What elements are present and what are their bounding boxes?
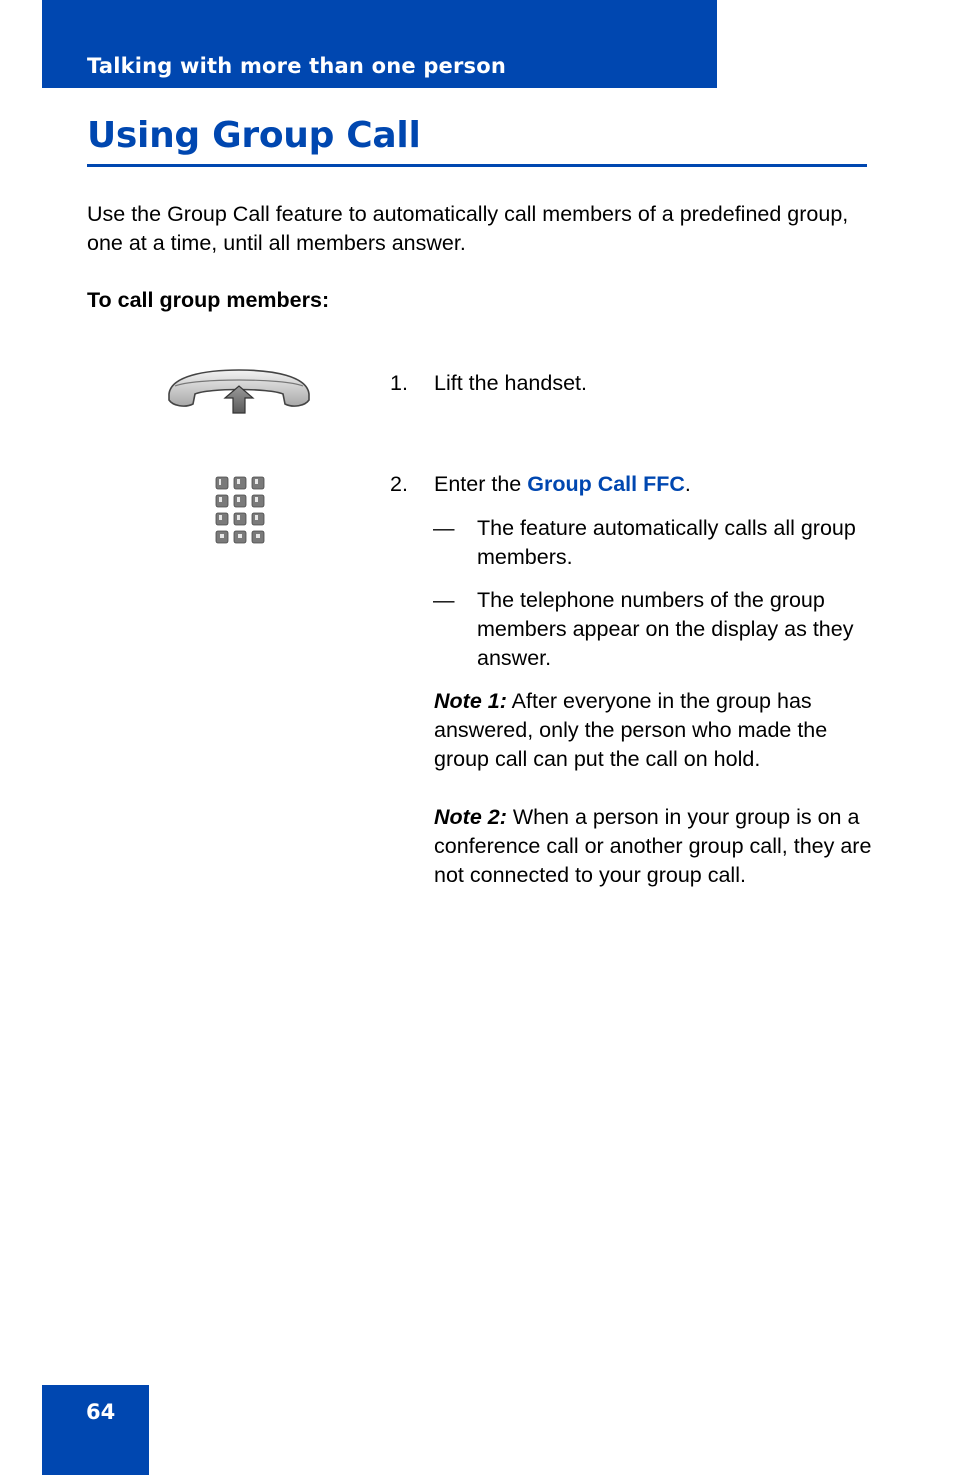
note-label: Note 1: [434, 689, 507, 713]
handset-lift-icon [165, 368, 313, 421]
page-number: 64 [86, 1400, 116, 1424]
title-divider [87, 164, 867, 167]
step-text: Lift the handset. [434, 371, 587, 395]
bullet-text: The telephone numbers of the group members appear on the display as they answer. [477, 588, 854, 670]
step-text-tail: . [684, 472, 691, 496]
header-band [42, 0, 717, 88]
intro-paragraph: Use the Group Call feature to automatically call members of a predefined group, one at a time, until all members answer. [87, 202, 849, 255]
note-2 [434, 803, 874, 890]
keypad-icon [215, 476, 267, 549]
note-label: Note 2: [434, 805, 507, 829]
note-text: After everyone in the group has answered, only the person who made the group call can put the call on hold. [434, 689, 828, 771]
step-number: 1. [390, 371, 408, 395]
step-number: 2. [390, 472, 408, 496]
procedure-heading: To call group members: [87, 288, 330, 312]
step-text-lead: Enter the [434, 472, 528, 496]
chapter-title: Talking with more than one person [87, 54, 507, 78]
ffc-term: Group Call FFC [527, 472, 685, 496]
bullet-dash: — [433, 588, 455, 612]
step-text [434, 470, 691, 499]
page-title: Using Group Call [87, 115, 421, 156]
bullet-dash: — [433, 516, 455, 540]
note-text: When a person in your group is on a conference call or another group call, they are not connected to your group call. [434, 805, 872, 887]
page-number-box [42, 1385, 149, 1475]
bullet-text: The feature automatically calls all group members. [477, 516, 856, 569]
note-1 [434, 687, 874, 774]
